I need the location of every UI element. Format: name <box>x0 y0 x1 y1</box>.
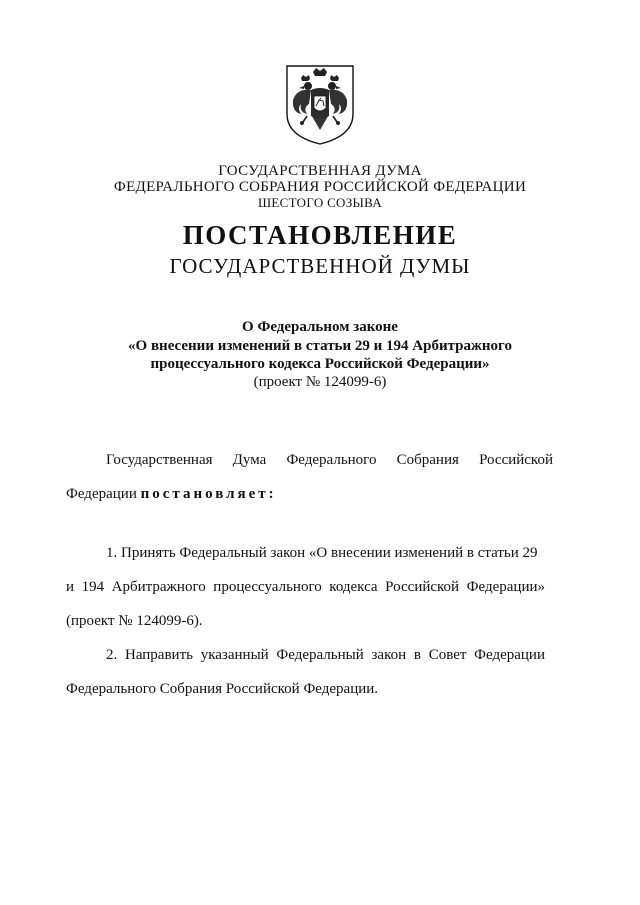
preamble-line-2-start: Федерации <box>66 486 141 502</box>
coat-of-arms-icon <box>283 64 357 146</box>
header-line-federal-assembly: ФЕДЕРАЛЬНОГО СОБРАНИЯ РОССИЙСКОЙ ФЕДЕРАЦИИ <box>113 179 527 195</box>
subject-line-1: О Федеральном законе <box>242 319 398 335</box>
document-title: ПОСТАНОВЛЕНИЕ <box>182 220 458 250</box>
subject-line-3: процессуального кодекса Российской Федерации» <box>150 356 490 372</box>
item-2-line-1: 2. Направить указанный Федеральный закон в Совет Федерации <box>106 647 545 663</box>
preamble-line-2 <box>66 485 277 503</box>
header-line-convocation: ШЕСТОГО СОЗЫВА <box>257 195 383 210</box>
subject-project-number: (проект № 124099-6) <box>253 374 387 390</box>
subject-line-2: «О внесении изменений в статьи 29 и 194 Арбитражного <box>128 338 512 354</box>
item-1-line-3: (проект № 124099-6). <box>66 613 203 629</box>
resolves-word: постановляет: <box>140 486 277 502</box>
item-1-line-2: и 194 Арбитражного процессуального кодекса Российской Федерации» <box>66 579 545 595</box>
document-subtitle: ГОСУДАРСТВЕННОЙ ДУМЫ <box>169 254 471 278</box>
item-2-line-2: Федерального Собрания Российской Федерации. <box>66 681 379 697</box>
item-1-line-1: 1. Принять Федеральный закон «О внесении изменений в статьи 29 <box>106 545 538 561</box>
header-line-duma: ГОСУДАРСТВЕННАЯ ДУМА <box>218 163 422 179</box>
preamble-line-1: Государственная Дума Федерального Собрания Российской <box>106 452 553 468</box>
